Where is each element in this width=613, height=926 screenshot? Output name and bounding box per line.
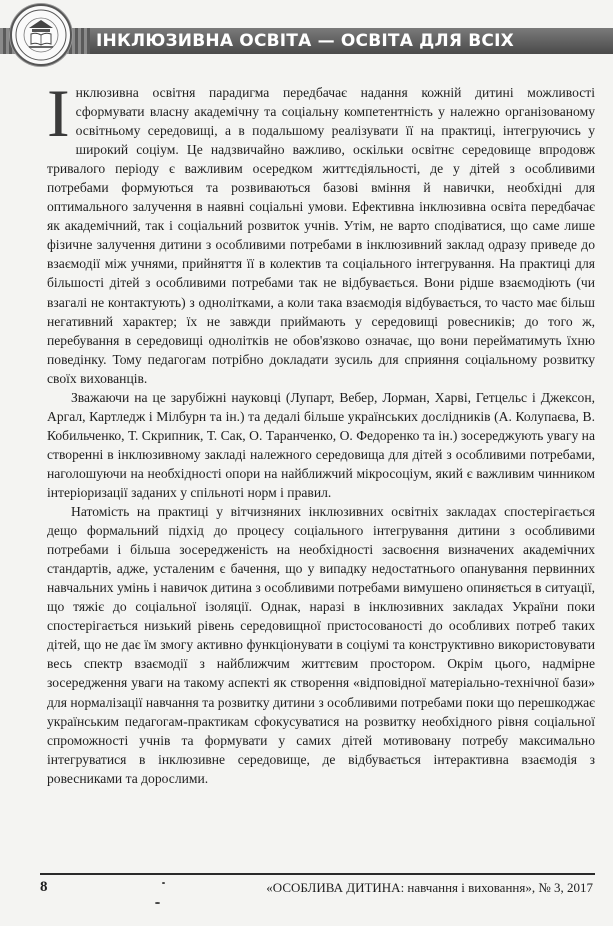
scan-speck: [162, 882, 165, 884]
paragraph-1-text: нклюзивна освітня парадигма передбачає надання кожній дитині можливості сформувати власну академічну та соціальну компетентність у належно організованому освітньому середовищі, а в подальшому реалізувати її на практиці, інтегруючись у широкий соціум. Це надзвичайно важливо, оскільки освітнє середовище впродовж тривалого періоду є важливим осередком життєдіяльності, де у дітей з особливими потребами формуються та розвиваються базові вміння й навички, необхідні для оптимального залучення в наявні соціальні умови. Ефективна інклюзивна освіта передбачає як академічний, так і соціальний розвиток учнів. Утім, не варто сподіватися, що саме лише фізичне залучення дитини з особливими потребами в інклюзивний заклад одразу приведе до взаємодії між учнями, прийняття її в колектив та соціального інтегрування. На практиці для більшості дітей з особливими потребами так не відбувається. Вони рідше взаємодіють (чи взагалі не контактують) з однолітками, а коли така взаємодія відбувається, то часто має більш негативний характер; їх не завжди приймають у середовищі ровесників; до того ж, перебування в середовищі однолітків не обов'язково означає, що вони перейматимуть їхню поведінку. Тому педагогам потрібно докладати зусиль для сприяння соціальному розвитку своїх вихованців.: [47, 85, 595, 386]
footer-rule: [40, 873, 595, 875]
scan-speck: [155, 902, 160, 904]
drop-cap: І: [47, 75, 70, 151]
journal-reference: «ОСОБЛИВА ДИТИНА: навчання і виховання», № 3, 2017: [266, 880, 593, 895]
institute-seal-icon: [10, 4, 72, 66]
paragraph-3: Натомість на практиці у вітчизняних інклюзивних освітніх закладах спостерігається дещо формальний підхід до процесу соціального інтегрування дитини з особливими потребами і більша зосередженість на необхідності засвоєння визначених академічних стандартів, адже, усталеним є бачення, що у випадку недостатнього опанування первинних навчальних умінь і навичок дитина з особливими потребами вимушено опиняється в ситуації, що тяжіє до соціальної ізоляції. Однак, наразі в інклюзивних закладах України поки спостерігається низький рівень середовищної пристосованості до особливих потреб таких дітей, що не дає їм змогу активно функціонувати в соціумі та конструктивно використовувати весь спектр взаємодії з найближчим життєвим простором. Окрім цього, надмірне зосередження уваги на такому аспекті як створення «відповідної матеріально-технічної бази» для нормалізації навчання та розвитку дитини з особливими потребами поки що перешкоджає українським педагогам-практикам сфокусуватися на розвитку необхідного рівня соціальної спроможності учнів та формувати у самих дітей мотивовану потребу максимально інтегруватися в інклюзивне середовище, де відбувається інтерактивна взаємодія з ровесниками та дорослими.: [47, 504, 595, 786]
paragraph-1: [47, 75, 595, 388]
page-number: 8: [40, 879, 48, 895]
paragraph-2: Зважаючи на це зарубіжні науковці (Лупарт, Вебер, Лорман, Харві, Гетцельс і Джексон, Аргал, Картледж і Мілбурн та ін.) та дедалі більше українських дослідників (А. Колупаєва, В. Кобильченко, Т. Скрипник, Т. Сак, О. Таранченко, О. Федоренко та ін.) зосереджують увагу на створенні в інклюзивному закладі належного середовища для дітей з особливими потребами, наголошуючи на необхідності опори на найближчий мікросоціум, який є важливим чинником інтеріоризації заданих у спільноті норм і правил.: [47, 389, 595, 500]
section-title: ІНКЛЮЗИВНА ОСВІТА — ОСВІТА ДЛЯ ВСІХ: [96, 31, 514, 51]
article-body: [47, 75, 595, 788]
